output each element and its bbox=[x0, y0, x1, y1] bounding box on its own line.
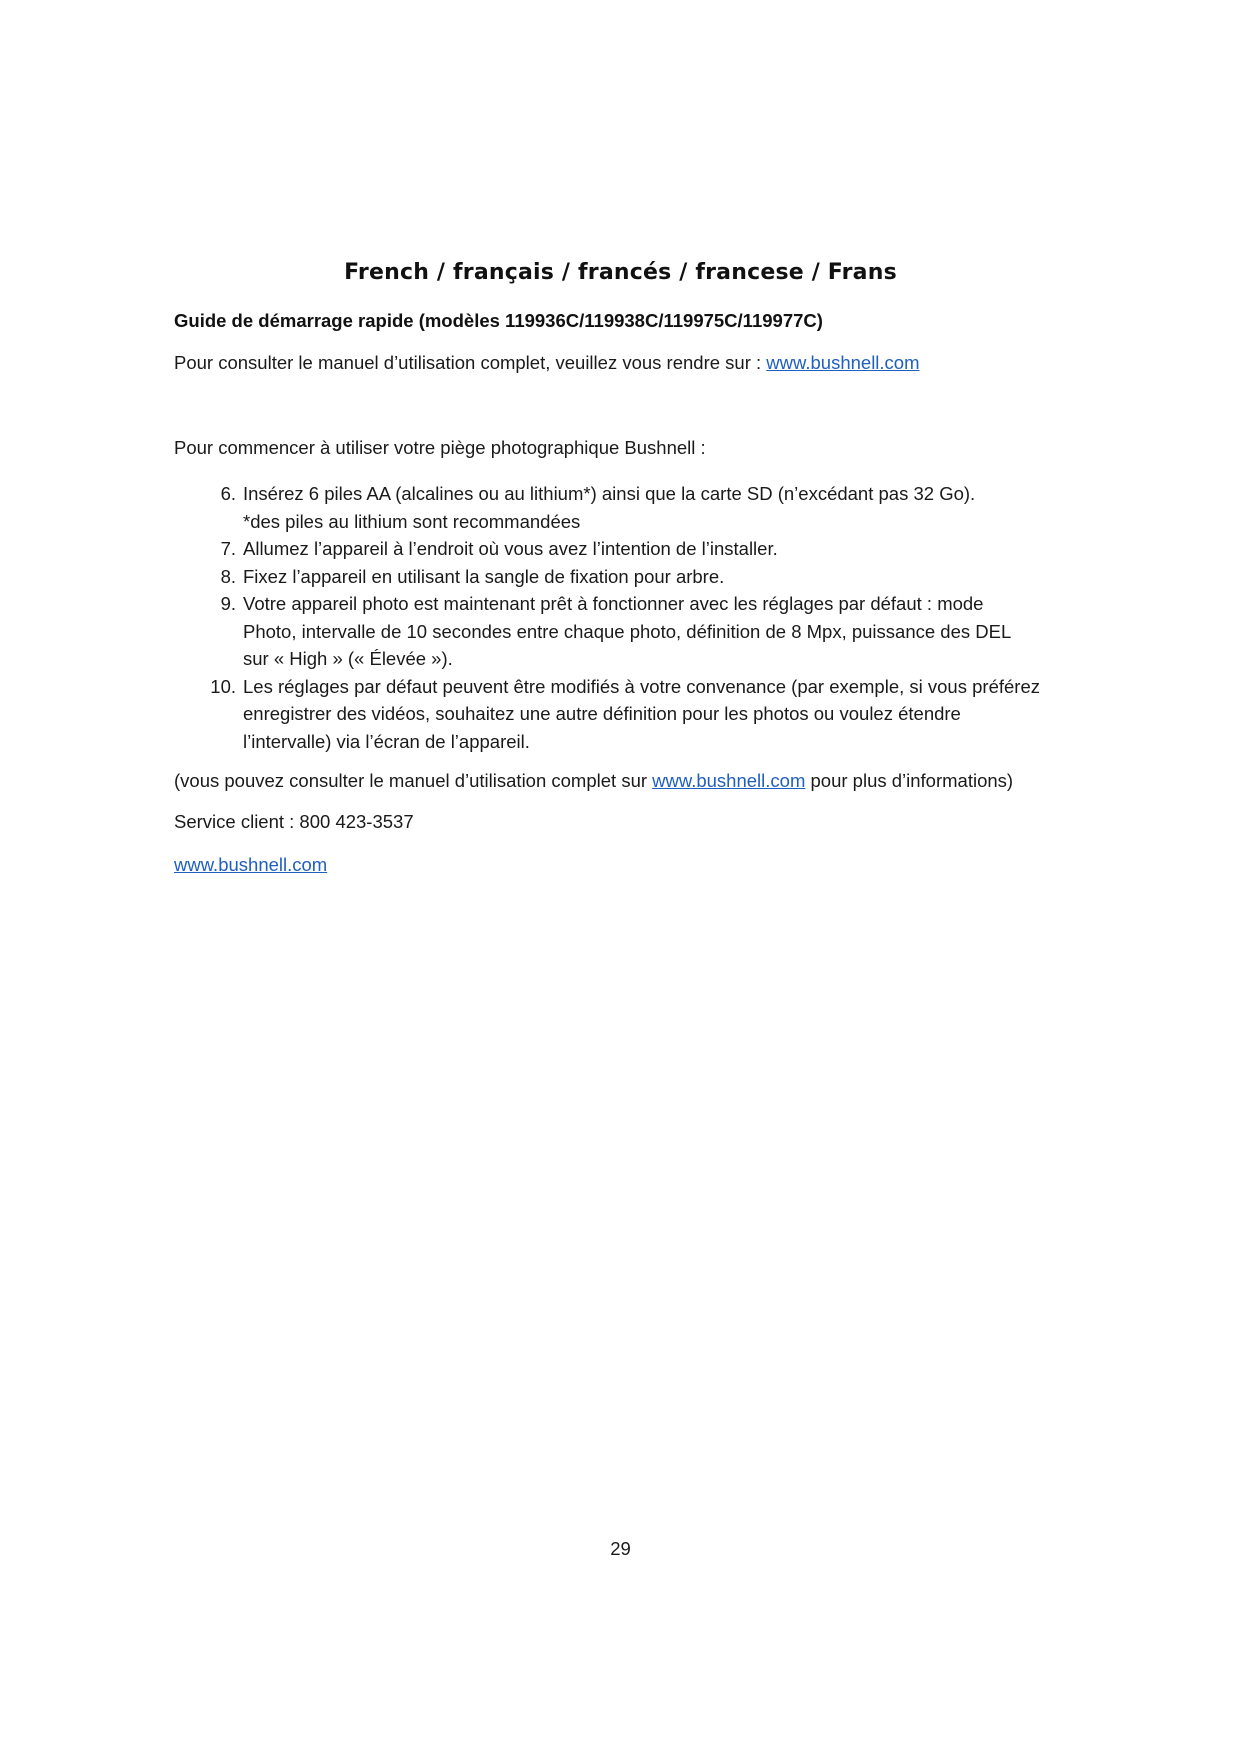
list-item bbox=[174, 563, 1074, 591]
more-info-after: pour plus d’informations) bbox=[805, 770, 1014, 791]
footer-link[interactable]: www.bushnell.com bbox=[174, 854, 328, 875]
guide-subtitle: Guide de démarrage rapide (modèles 119936C/119938C/119975C/119977C) bbox=[174, 310, 823, 331]
manual-line-text: Pour consulter le manuel d’utilisation complet, veuillez vous rendre sur : bbox=[174, 352, 767, 373]
intro-text: Pour commencer à utiliser votre piège photographique Bushnell : bbox=[174, 437, 706, 458]
step-line: l’intervalle) via l’écran de l’appareil. bbox=[243, 730, 530, 752]
step-number: 6. bbox=[220, 483, 236, 504]
list-item bbox=[174, 535, 1074, 563]
step-number: 8. bbox=[220, 565, 236, 587]
step-line: enregistrer des vidéos, souhaitez une autre définition pour les photos ou voulez étendre bbox=[243, 703, 961, 724]
list-item bbox=[174, 480, 1074, 535]
page-heading: French / français / francés / francese / Frans bbox=[344, 260, 897, 285]
step-line: *des piles au lithium sont recommandées bbox=[243, 510, 581, 532]
manual-link[interactable]: www.bushnell.com bbox=[766, 352, 920, 373]
footer-link-line bbox=[174, 854, 327, 876]
page-number: 29 bbox=[610, 1538, 631, 1559]
step-line: Photo, intervalle de 10 secondes entre chaque photo, définition de 8 Mpx, puissance des DEL bbox=[243, 620, 1012, 642]
step-line: Allumez l’appareil à l’endroit où vous avez l’intention de l’installer. bbox=[243, 538, 778, 559]
step-line: Votre appareil photo est maintenant prêt à fonctionner avec les réglages par défaut : mode bbox=[243, 593, 984, 614]
step-line: Fixez l’appareil en utilisant la sangle de fixation pour arbre. bbox=[243, 565, 725, 587]
step-number: 7. bbox=[220, 538, 236, 559]
step-line: sur « High » (« Élevée »). bbox=[243, 648, 453, 669]
step-line: Insérez 6 piles AA (alcalines ou au lithium*) ainsi que la carte SD (n’excédant pas 32 Go). bbox=[243, 483, 976, 504]
step-line: Les réglages par défaut peuvent être modifiés à votre convenance (par exemple, si vous préférez bbox=[243, 675, 1040, 697]
more-info-line bbox=[174, 770, 1013, 792]
step-number: 10. bbox=[210, 675, 236, 697]
more-info-before: (vous pouvez consulter le manuel d’utilisation complet sur bbox=[174, 770, 653, 791]
service-line: Service client : 800 423-3537 bbox=[174, 811, 414, 832]
step-number: 9. bbox=[220, 593, 236, 614]
manual-line bbox=[174, 352, 920, 374]
list-item bbox=[174, 590, 1074, 673]
steps-list bbox=[174, 480, 1074, 755]
list-item bbox=[174, 673, 1074, 756]
more-info-link[interactable]: www.bushnell.com bbox=[652, 770, 806, 791]
